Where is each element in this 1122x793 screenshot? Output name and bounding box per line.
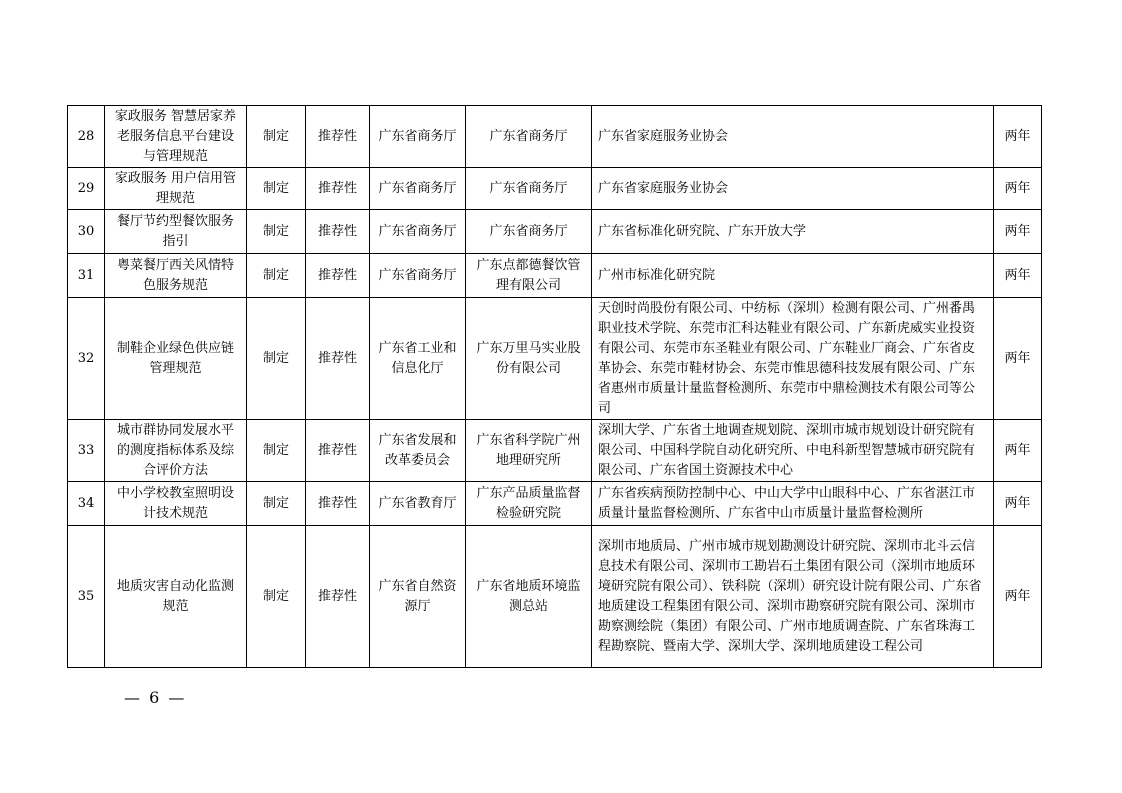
table-row (68, 298, 1042, 420)
table-row (68, 106, 1042, 168)
completion-cycle: 两年 (994, 420, 1042, 482)
competent-department: 广东省商务厅 (370, 210, 466, 254)
revision-type: 制定 (247, 526, 306, 668)
standard-name: 粤菜餐厅西关风情特色服务规范 (105, 254, 247, 298)
completion-cycle: 两年 (994, 210, 1042, 254)
standard-name: 家政服务 用户信用管理规范 (105, 168, 247, 210)
competent-department: 广东省工业和信息化厅 (370, 298, 466, 420)
row-number: 34 (68, 482, 105, 526)
participating-units: 广东省家庭服务业协会 (592, 168, 994, 210)
standard-nature: 推荐性 (306, 210, 370, 254)
standard-nature: 推荐性 (306, 482, 370, 526)
page-number: — 6 — (124, 688, 187, 707)
table-row (68, 168, 1042, 210)
lead-unit: 广东万里马实业股份有限公司 (466, 298, 592, 420)
participating-units: 广东省家庭服务业协会 (592, 106, 994, 168)
table-row (68, 210, 1042, 254)
participating-units: 广东省疾病预防控制中心、中山大学中山眼科中心、广东省湛江市质量计量监督检测所、广东省中山市质量计量监督检测所 (592, 482, 994, 526)
row-number: 28 (68, 106, 105, 168)
row-number: 29 (68, 168, 105, 210)
standard-name: 家政服务 智慧居家养老服务信息平台建设与管理规范 (105, 106, 247, 168)
completion-cycle: 两年 (994, 526, 1042, 668)
revision-type: 制定 (247, 482, 306, 526)
competent-department: 广东省教育厅 (370, 482, 466, 526)
row-number: 35 (68, 526, 105, 668)
standard-name: 餐厅节约型餐饮服务指引 (105, 210, 247, 254)
revision-type: 制定 (247, 420, 306, 482)
row-number: 31 (68, 254, 105, 298)
lead-unit: 广东省商务厅 (466, 168, 592, 210)
standards-table (67, 105, 1042, 668)
participating-units: 天创时尚股份有限公司、中纺标（深圳）检测有限公司、广州番禺职业技术学院、东莞市汇科达鞋业有限公司、广东新虎威实业投资有限公司、东莞市东圣鞋业有限公司、广东鞋业厂商会、广东省皮革协会、东莞市鞋材协会、东莞市惟思德科技发展有限公司、广东省惠州市质量计量监督检测所、东莞市中鼎检测技术有限公司等公司 (592, 298, 994, 420)
table-row (68, 420, 1042, 482)
competent-department: 广东省商务厅 (370, 254, 466, 298)
competent-department: 广东省商务厅 (370, 168, 466, 210)
standard-nature: 推荐性 (306, 298, 370, 420)
participating-units: 广东省标准化研究院、广东开放大学 (592, 210, 994, 254)
competent-department: 广东省发展和改革委员会 (370, 420, 466, 482)
standard-nature: 推荐性 (306, 168, 370, 210)
completion-cycle: 两年 (994, 482, 1042, 526)
lead-unit: 广东省商务厅 (466, 106, 592, 168)
row-number: 30 (68, 210, 105, 254)
revision-type: 制定 (247, 210, 306, 254)
lead-unit: 广东省科学院广州地理研究所 (466, 420, 592, 482)
standard-nature: 推荐性 (306, 526, 370, 668)
lead-unit: 广东省地质环境监测总站 (466, 526, 592, 668)
revision-type: 制定 (247, 254, 306, 298)
revision-type: 制定 (247, 168, 306, 210)
revision-type: 制定 (247, 298, 306, 420)
lead-unit: 广东点都德餐饮管理有限公司 (466, 254, 592, 298)
participating-units: 深圳市地质局、广州市城市规划勘测设计研究院、深圳市北斗云信息技术有限公司、深圳市工勘岩石土集团有限公司（深圳市地质环境研究院有限公司）、铁科院（深圳）研究设计院有限公司、广东省地质建设工程集团有限公司、深圳市勘察研究院有限公司、深圳市勘察测绘院（集团）有限公司、广州市地质调查院、广东省珠海工程勘察院、暨南大学、深圳大学、深圳地质建设工程公司 (592, 526, 994, 668)
participating-units: 广州市标准化研究院 (592, 254, 994, 298)
participating-units: 深圳大学、广东省土地调查规划院、深圳市城市规划设计研究院有限公司、中国科学院自动化研究所、中电科新型智慧城市研究院有限公司、广东省国土资源技术中心 (592, 420, 994, 482)
standard-nature: 推荐性 (306, 420, 370, 482)
completion-cycle: 两年 (994, 106, 1042, 168)
standard-nature: 推荐性 (306, 254, 370, 298)
table-row (68, 254, 1042, 298)
completion-cycle: 两年 (994, 168, 1042, 210)
competent-department: 广东省商务厅 (370, 106, 466, 168)
row-number: 32 (68, 298, 105, 420)
standard-name: 城市群协同发展水平的测度指标体系及综合评价方法 (105, 420, 247, 482)
competent-department: 广东省自然资源厅 (370, 526, 466, 668)
standard-name: 中小学校教室照明设计技术规范 (105, 482, 247, 526)
table-row (68, 482, 1042, 526)
standard-name: 制鞋企业绿色供应链管理规范 (105, 298, 247, 420)
standard-name: 地质灾害自动化监测规范 (105, 526, 247, 668)
lead-unit: 广东省商务厅 (466, 210, 592, 254)
table-row (68, 526, 1042, 668)
revision-type: 制定 (247, 106, 306, 168)
completion-cycle: 两年 (994, 298, 1042, 420)
lead-unit: 广东产品质量监督检验研究院 (466, 482, 592, 526)
row-number: 33 (68, 420, 105, 482)
standard-nature: 推荐性 (306, 106, 370, 168)
completion-cycle: 两年 (994, 254, 1042, 298)
